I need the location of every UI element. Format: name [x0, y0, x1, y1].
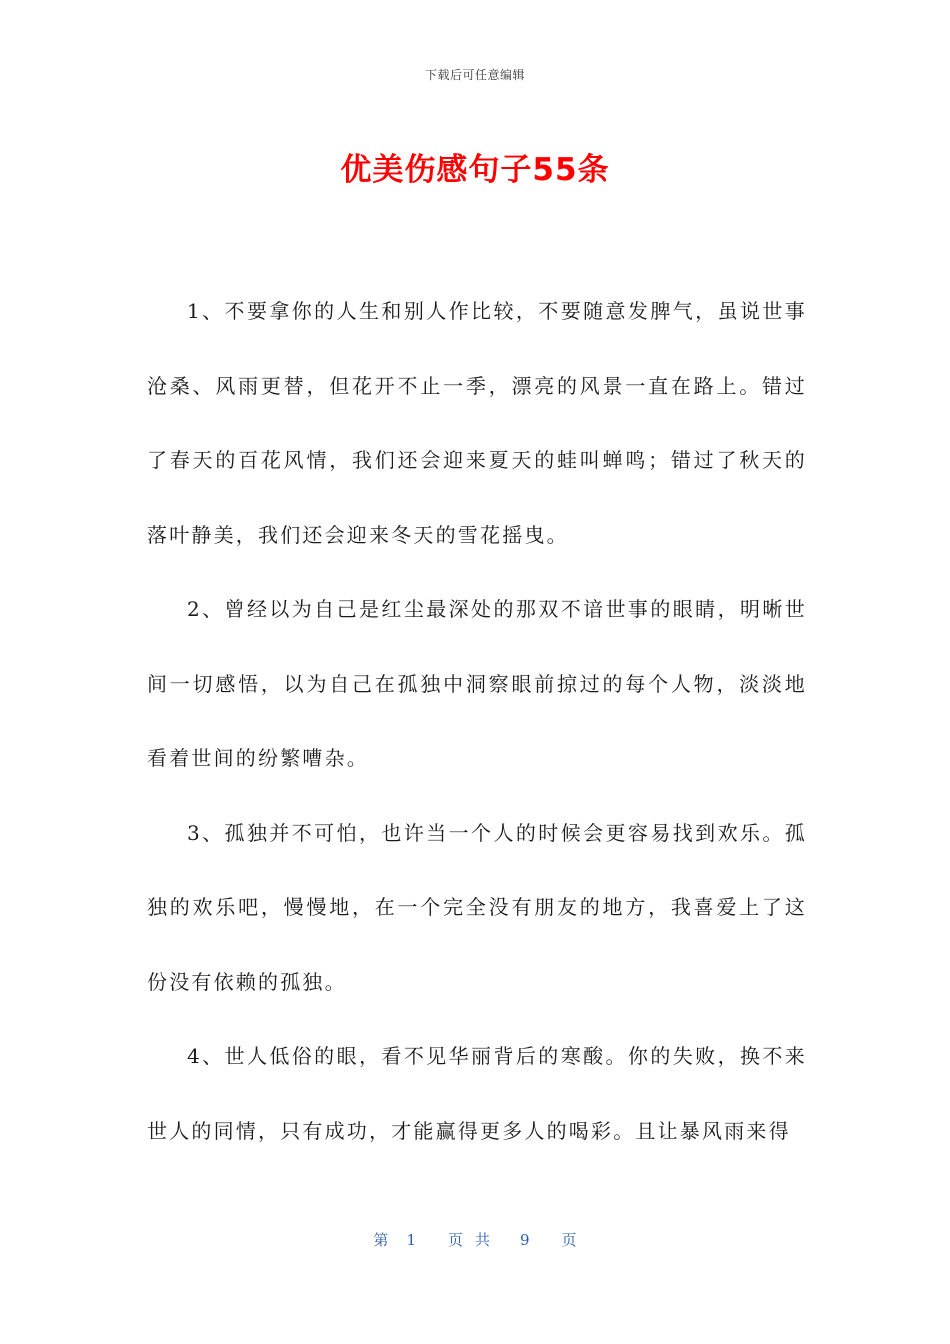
- document-body: [147, 274, 807, 1168]
- paragraph-2: 2、曾经以为自己是红尘最深处的那双不谙世事的眼睛，明晰世间一切感悟，以为自己在孤独中洞察眼前掠过的每个人物，淡淡地看着世间的纷繁嘈杂。: [147, 597, 807, 770]
- paragraph-3: 3、孤独并不可怕，也许当一个人的时候会更容易找到欢乐。孤独的欢乐吧，慢慢地，在一个完全没有朋友的地方，我喜爱上了这份没有依赖的孤独。: [147, 820, 807, 994]
- paragraph-4: 4、世人低俗的眼，看不见华丽背后的寒酸。你的失败，换不来世人的同情，只有成功，才能赢得更多人的喝彩。且让暴风雨来得: [147, 1044, 807, 1143]
- page-total: 9: [520, 1231, 530, 1249]
- page-suffix: 页: [561, 1231, 577, 1249]
- paragraph-1: 1、不要拿你的人生和别人作比较，不要随意发脾气，虽说世事沧桑、风雨更替，但花开不止一季，漂亮的风景一直在路上。错过了春天的百花风情，我们还会迎来夏天的蛙叫蝉鸣；错过了秋天的落叶静美，我们还会迎来冬天的雪花摇曳。: [147, 299, 807, 547]
- document-title: 优美伤感句子55条: [340, 152, 610, 188]
- page-current: 1: [406, 1231, 416, 1249]
- header-note: 下载后可任意编辑: [424, 68, 525, 82]
- page-mid: 页共: [447, 1231, 502, 1249]
- page-footer: [0, 1229, 950, 1250]
- page-prefix: 第: [373, 1231, 389, 1249]
